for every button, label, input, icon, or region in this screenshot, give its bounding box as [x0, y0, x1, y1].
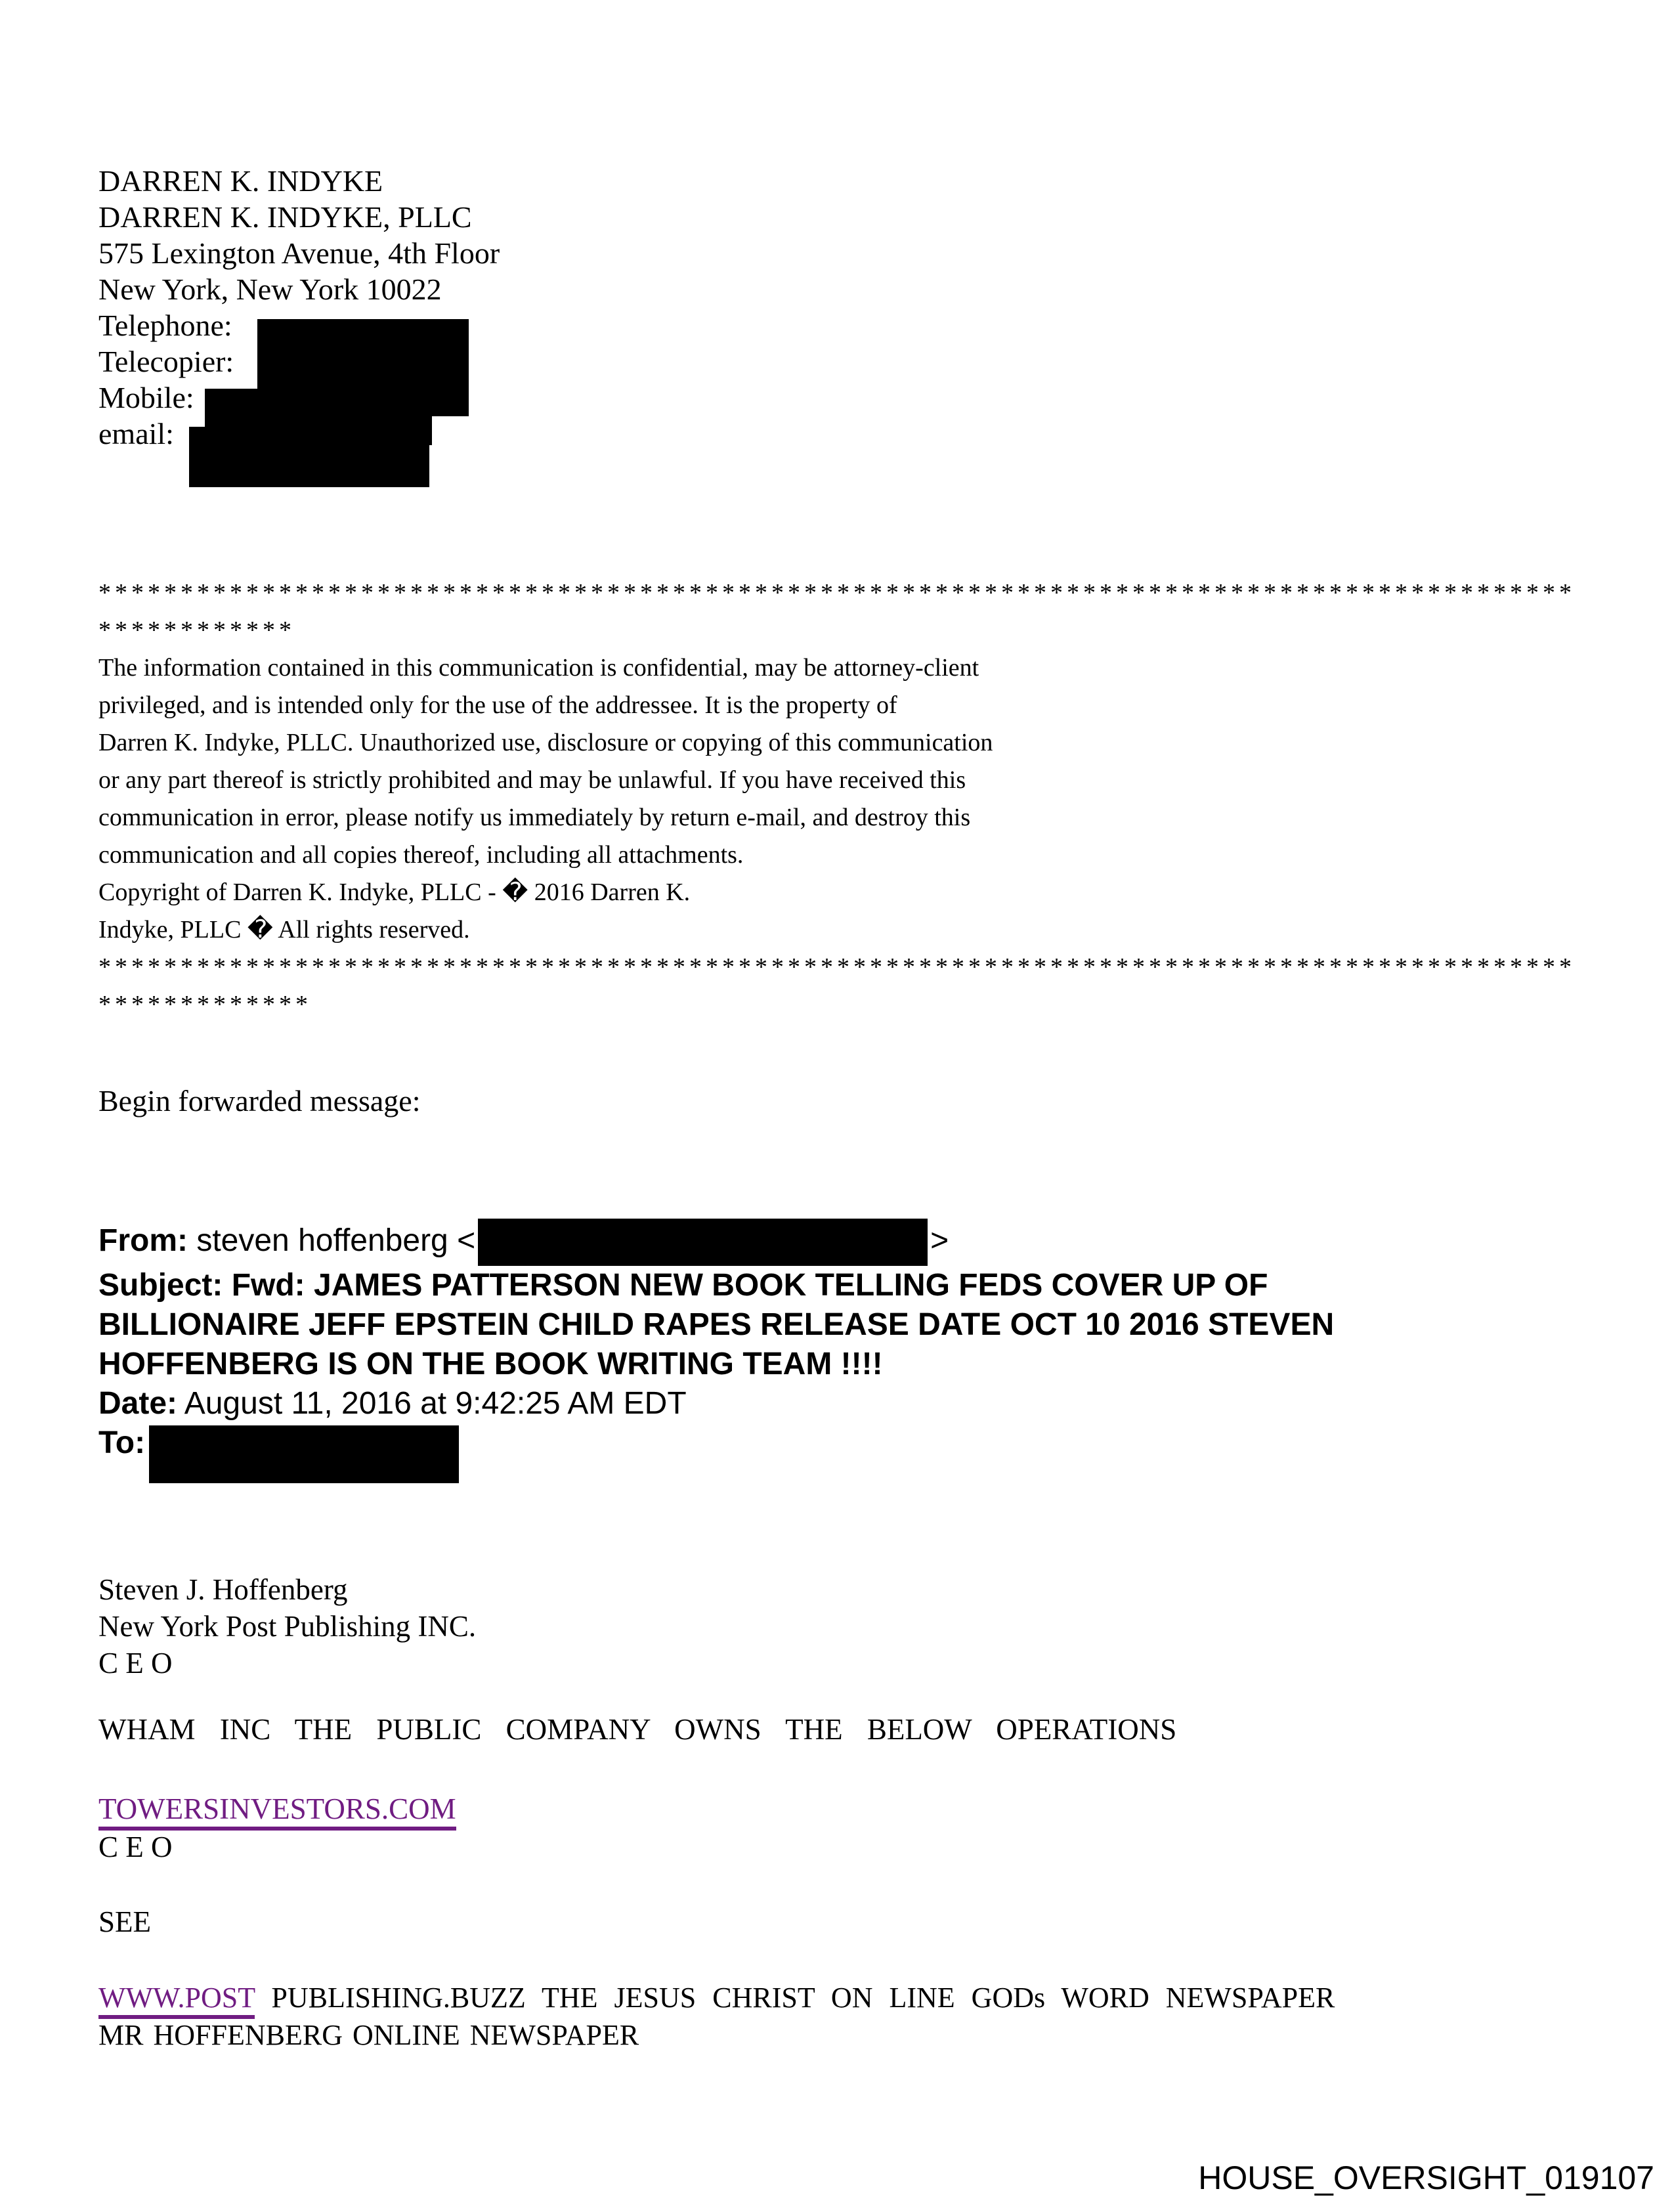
disclaimer-copyright-line: Copyright of Darren K. Indyke, PLLC - � 2016 Darren K.	[98, 878, 691, 906]
to-label: To:	[98, 1425, 146, 1461]
post-line-rest: PUBLISHING.BUZZ THE JESUS CHRIST ON LINE GODs WORD NEWSPAPER	[271, 1982, 1335, 2014]
sender-street: 575 Lexington Avenue, 4th Floor	[98, 236, 500, 270]
email-label: email:	[98, 417, 174, 450]
telephone-label: Telephone:	[98, 309, 232, 342]
wham-line: WHAM INC THE PUBLIC COMPANY OWNS THE BELOW OPERATIONS	[98, 1713, 1177, 1746]
asterisk-divider-top-long: ******************************************************************************************	[98, 579, 1576, 607]
asterisk-divider-bottom-short: *************	[98, 991, 312, 1018]
subject-value: Fwd: JAMES PATTERSON NEW BOOK TELLING FEDS COVER UP OF BILLIONAIRE JEFF EPSTEIN CHILD RAPES RELEASE DATE OCT 10 2016 STEVEN HOFFENBERG IS ON THE BOOK WRITING TEAM !!!!	[98, 1268, 1335, 1382]
from-label: From:	[98, 1223, 188, 1258]
disclaimer-line: The information contained in this communication is confidential, may be attorney-client	[98, 654, 979, 682]
post-line-2: MR HOFFENBERG ONLINE NEWSPAPER	[98, 2019, 639, 2051]
disclaimer-line: communication and all copies thereof, including all attachments.	[98, 841, 744, 869]
disclaimer-line: communication in error, please notify us immediately by return e-mail, and destroy this	[98, 804, 971, 831]
redaction-box-to-address	[149, 1425, 459, 1483]
mobile-label: Mobile:	[98, 381, 194, 414]
from-value: steven hoffenberg	[196, 1223, 448, 1258]
disclaimer-rights-line: Indyke, PLLC � All rights reserved.	[98, 916, 470, 943]
confidentiality-disclaimer	[98, 575, 1576, 1024]
asterisk-divider-bottom-long: ******************************************************************************************	[98, 953, 1576, 981]
hoffenberg-name: Steven J. Hoffenberg	[98, 1573, 348, 1606]
towers-block	[98, 1790, 456, 1866]
post-publishing-block	[98, 1979, 1335, 2054]
post-line-1	[98, 1979, 1335, 2016]
to-row	[98, 1423, 1477, 1483]
redaction-box-from-address	[478, 1219, 928, 1266]
sender-name: DARREN K. INDYKE	[98, 164, 383, 198]
hoffenberg-company: New York Post Publishing INC.	[98, 1610, 477, 1643]
angle-open: <	[457, 1223, 476, 1258]
bates-number: HOUSE_OVERSIGHT_019107	[1198, 2159, 1654, 2196]
subject-label: Subject:	[98, 1268, 223, 1303]
date-value: August 11, 2016 at 9:42:25 AM EDT	[184, 1386, 687, 1421]
telecopier-label: Telecopier:	[98, 345, 234, 378]
date-label: Date:	[98, 1386, 178, 1421]
see-line: SEE	[98, 1905, 152, 1938]
subject-row	[98, 1266, 1477, 1384]
redaction-box-email	[189, 427, 429, 487]
disclaimer-line: Darren K. Indyke, PLLC. Unauthorized use, disclosure or copying of this communication	[98, 729, 993, 756]
disclaimer-line: privileged, and is intended only for the use of the addressee. It is the property of	[98, 691, 897, 719]
sender-firm: DARREN K. INDYKE, PLLC	[98, 200, 472, 234]
begin-forwarded-message-label: Begin forwarded message:	[98, 1084, 421, 1117]
date-row	[98, 1384, 1477, 1423]
hoffenberg-signature-block	[98, 1571, 476, 1681]
www-post-link[interactable]: WWW.POST	[98, 1982, 255, 2019]
towersinvestors-link[interactable]: TOWERSINVESTORS.COM	[98, 1792, 456, 1831]
disclaimer-line: or any part thereof is strictly prohibited and may be unlawful. If you have received this	[98, 766, 966, 794]
angle-close: >	[930, 1223, 949, 1258]
asterisk-divider-top-short: ************	[98, 617, 295, 644]
ceo-line: C E O	[98, 1831, 173, 1863]
forwarded-message-header	[98, 1216, 1477, 1483]
from-row	[98, 1216, 1477, 1266]
hoffenberg-title: C E O	[98, 1647, 173, 1680]
sender-city: New York, New York 10022	[98, 272, 442, 306]
